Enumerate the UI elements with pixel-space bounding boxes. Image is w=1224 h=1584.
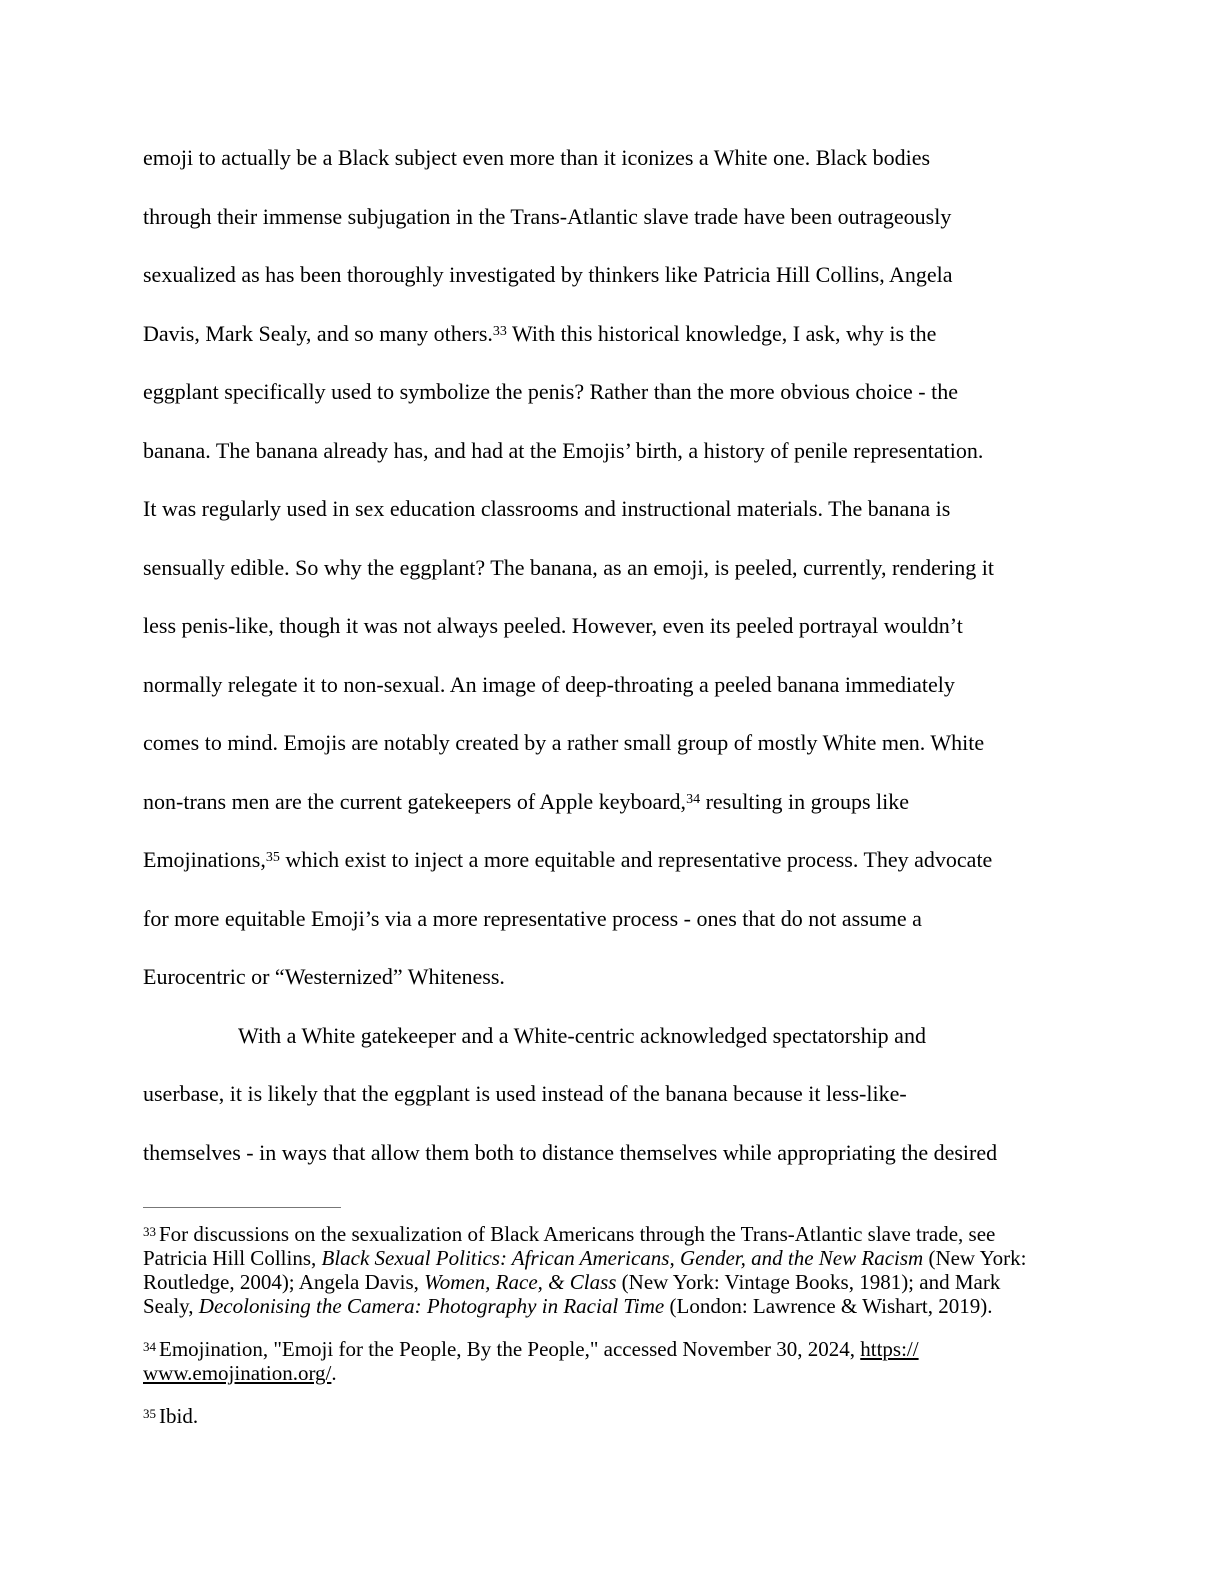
text-line: Eurocentric or “Westernized” Whiteness. xyxy=(143,964,505,989)
footnote-separator xyxy=(143,1207,341,1208)
footnote-text: (London: Lawrence & Wishart, 2019). xyxy=(664,1294,993,1318)
text-segment: resulting in groups like xyxy=(700,788,910,814)
footnote-text: Routledge, 2004); Angela Davis, xyxy=(143,1270,425,1294)
footnote-text: Patricia Hill Collins, xyxy=(143,1246,322,1270)
text-line: themselves - in ways that allow them both to distance themselves while appropriating the desired xyxy=(143,1139,998,1165)
text-segment: which exist to inject a more equitable and representative process. They advocate xyxy=(279,847,993,872)
text-line xyxy=(143,831,1083,890)
text-line xyxy=(143,305,1083,364)
footnote-35 xyxy=(143,1404,1088,1428)
footnote-text: Emojination, "Emoji for the People, By the People," accessed November 30, 2024, xyxy=(159,1337,861,1361)
text-line: banana. The banana already has, and had at the Emojis’ birth, a history of penile representation. xyxy=(143,437,984,463)
emojination-link[interactable]: https:// xyxy=(860,1337,919,1361)
text-line: It was regularly used in sex education classrooms and instructional materials. The banana is xyxy=(143,496,951,521)
footnote-text: (New York: xyxy=(923,1246,1027,1270)
text-line: eggplant specifically used to symbolize the penis? Rather than the more obvious choice - the xyxy=(143,379,958,404)
text-line: sexualized as has been thoroughly investigated by thinkers like Patricia Hill Collins, Angela xyxy=(143,262,953,287)
text-line: less penis-like, though it was not always peeled. However, even its peeled portrayal wouldn’t xyxy=(143,613,963,638)
footnotes xyxy=(143,1222,1088,1447)
footnote-33 xyxy=(143,1222,1088,1318)
footnote-text: (New York: Vintage Books, 1981); and Mark xyxy=(616,1270,1001,1294)
footnote-line xyxy=(143,1404,1088,1428)
book-title: Women, Race, & Class xyxy=(424,1270,617,1294)
footnote-text: Sealy, xyxy=(143,1294,199,1318)
footnote-34 xyxy=(143,1337,1088,1385)
footnote-ref-34[interactable]: 34 xyxy=(686,791,701,807)
footnote-line xyxy=(143,1337,1088,1361)
footnote-ref-35[interactable]: 35 xyxy=(265,850,280,865)
text-line: userbase, it is likely that the eggplant is used instead of the banana because it less-like- xyxy=(143,1081,907,1106)
text-segment: Emojinations, xyxy=(143,847,266,872)
text-line: through their immense subjugation in the Trans-Atlantic slave trade have been outrageously xyxy=(143,203,952,229)
text-line: comes to mind. Emojis are notably created by a rather small group of mostly White men. White xyxy=(143,730,985,755)
body-text xyxy=(143,129,1083,1182)
paragraph-start-line: With a White gatekeeper and a White-centric acknowledged spectatorship and xyxy=(238,1022,926,1048)
footnote-line xyxy=(143,1246,1088,1270)
book-title: Black Sexual Politics: African Americans, Gender, and the New Racism xyxy=(321,1246,924,1270)
footnote-number: 33 xyxy=(143,1224,156,1239)
emojination-link[interactable]: www.emojination.org/ xyxy=(143,1361,332,1385)
footnote-number: 35 xyxy=(143,1406,156,1421)
text-line: emoji to actually be a Black subject even more than it iconizes a White one. Black bodies xyxy=(143,145,931,170)
book-title: Decolonising the Camera: Photography in Racial Time xyxy=(198,1294,665,1318)
footnote-text: Ibid. xyxy=(159,1404,199,1428)
footnote-ref-33[interactable]: 33 xyxy=(492,323,507,339)
text-line: for more equitable Emoji’s via a more representative process - ones that do not assume a xyxy=(143,905,922,931)
text-line xyxy=(143,773,1083,832)
footnote-number: 34 xyxy=(143,1339,156,1354)
text-segment: With this historical knowledge, I ask, why is the xyxy=(506,320,937,346)
text-line: normally relegate it to non-sexual. An image of deep-throating a peeled banana immediately xyxy=(143,671,955,697)
footnote-line xyxy=(143,1361,1088,1385)
footnote-line xyxy=(143,1222,1088,1246)
footnote-line xyxy=(143,1294,1088,1318)
footnote-text: For discussions on the sexualization of Black Americans through the Trans-Atlantic slave trade, see xyxy=(159,1222,996,1246)
footnote-line xyxy=(143,1270,1088,1294)
text-line: sensually edible. So why the eggplant? The banana, as an emoji, is peeled, currently, rendering it xyxy=(143,554,995,580)
text-segment: Davis, Mark Sealy, and so many others. xyxy=(143,320,493,346)
footnote-text: . xyxy=(331,1361,337,1385)
text-segment: non-trans men are the current gatekeepers of Apple keyboard, xyxy=(143,788,687,814)
